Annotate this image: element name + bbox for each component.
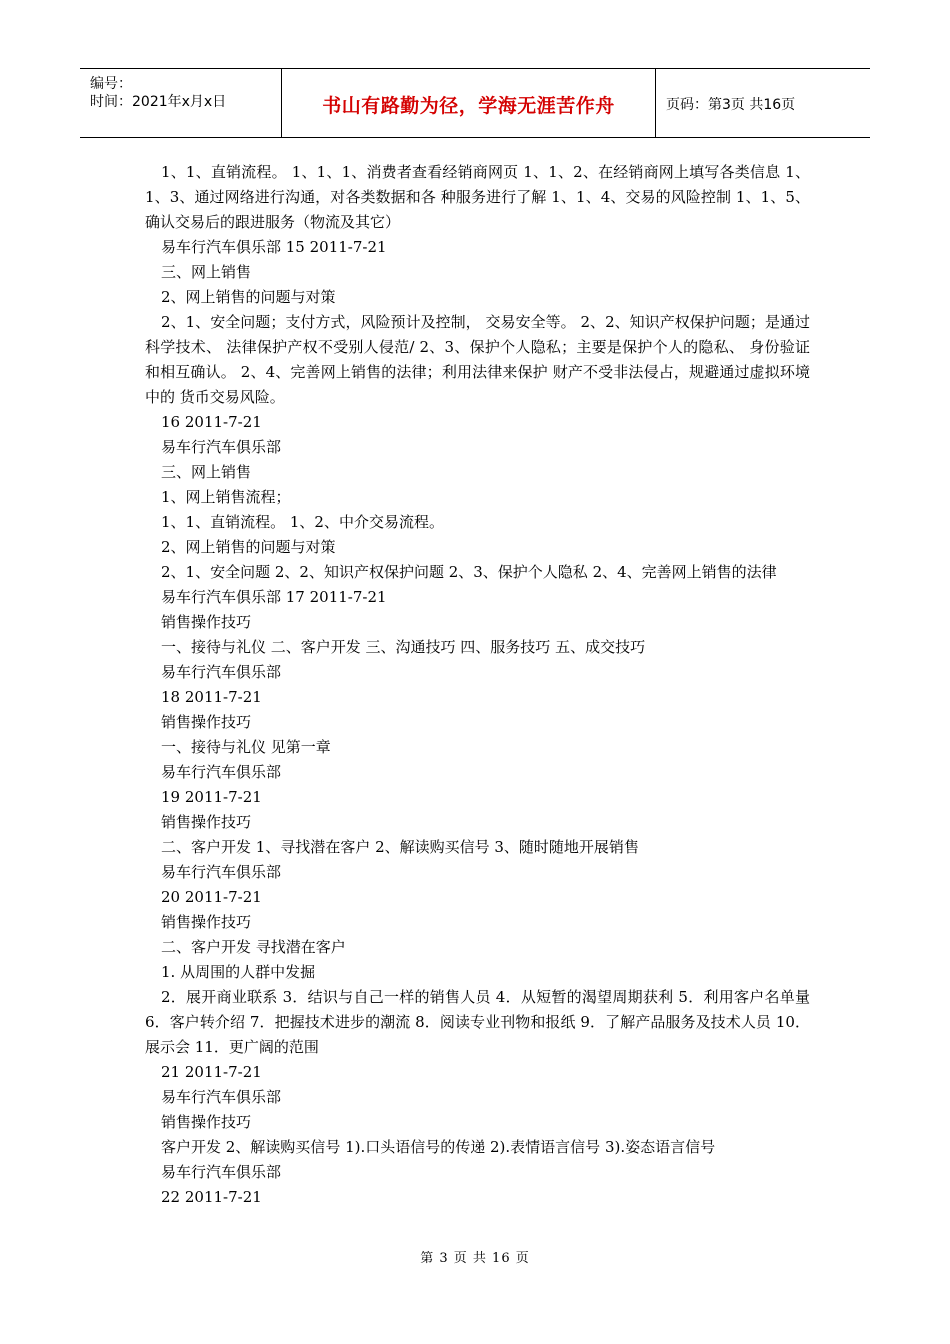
text-line: 易车行汽车俱乐部 17 2011-7-21 bbox=[161, 588, 387, 606]
paragraph-direct-sales-flow: 1、1、直销流程。 1、1、1、消费者查看经销商网页 1、1、2、在经销商网上填写各类信息 1、1、3、通过网络进行沟通，对各类数据和各 种服务进行了解 1、1、4、交易的风险控制 1、1、5、确认交易后的跟进服务（物流及其它） bbox=[145, 163, 810, 231]
text-line: 16 2011-7-21 bbox=[161, 413, 262, 431]
text-line: 一、接待与礼仪 二、客户开发 三、沟通技巧 四、服务技巧 五、成交技巧 bbox=[161, 638, 646, 656]
header-page-number: 页码：第3页 共16页 bbox=[666, 97, 796, 113]
section-heading: 销售操作技巧 bbox=[161, 613, 252, 631]
section-heading: 三、网上销售 bbox=[161, 463, 252, 481]
text-line: 易车行汽车俱乐部 bbox=[161, 438, 282, 456]
paragraph-issue-list: 2、1、安全问题 2、2、知识产权保护问题 2、3、保护个人隐私 2、4、完善网上销售的法律 bbox=[161, 563, 777, 581]
text-line: 易车行汽车俱乐部 bbox=[161, 763, 282, 781]
section-heading: 销售操作技巧 bbox=[161, 713, 252, 731]
section-heading: 销售操作技巧 bbox=[161, 813, 252, 831]
subsection-heading: 2、网上销售的问题与对策 bbox=[161, 538, 336, 556]
section-heading: 销售操作技巧 bbox=[161, 1113, 252, 1131]
text-line: 21 2011-7-21 bbox=[161, 1063, 262, 1081]
document-header bbox=[80, 68, 870, 138]
header-page-cell bbox=[656, 69, 870, 137]
text-line: 1. 从周围的人群中发掘 bbox=[161, 963, 316, 981]
text-line: 二、客户开发 1、寻找潜在客户 2、解读购买信号 3、随时随地开展销售 bbox=[161, 838, 639, 856]
header-motto: 书山有路勤为径，学海无涯苦作舟 bbox=[322, 95, 615, 117]
text-line: 易车行汽车俱乐部 bbox=[161, 863, 282, 881]
document-body bbox=[145, 160, 810, 1210]
paragraph-online-sales-issues: 2、1、安全问题；支付方式，风险预计及控制， 交易安全等。 2、2、知识产权保护问题；是通过科学技术、 法律保护产权不受别人侵范/ 2、3、保护个人隐私；主要是保护个人的隐私、 身份验证和相互确认。 2、4、完善网上销售的法律；利用法律来保护 财产不受非法侵占，规避通过虚拟环境中的 货币交易风险。 bbox=[145, 313, 810, 406]
text-line: 易车行汽车俱乐部 bbox=[161, 1163, 282, 1181]
page-footer: 第 3 页 共 16 页 bbox=[420, 1251, 530, 1266]
document-time-label: 时间：2021年x月x日 bbox=[90, 94, 227, 110]
section-heading: 三、网上销售 bbox=[161, 263, 252, 281]
text-line: 易车行汽车俱乐部 bbox=[161, 663, 282, 681]
header-motto-cell bbox=[282, 69, 656, 137]
paragraph-prospect-sources: 2．展开商业联系 3．结识与自己一样的销售人员 4．从短暂的渴望周期获利 5．利用客户名单量 6．客户转介绍 7．把握技术进步的潮流 8．阅读专业刊物和报纸 9．了解产品服务及技术人员 10．展示会 11．更广阔的范围 bbox=[145, 988, 810, 1056]
text-line: 1、1、直销流程。 1、2、中介交易流程。 bbox=[161, 513, 444, 531]
text-line: 易车行汽车俱乐部 bbox=[161, 1088, 282, 1106]
text-line: 19 2011-7-21 bbox=[161, 788, 262, 806]
text-line: 二、客户开发 寻找潜在客户 bbox=[161, 938, 346, 956]
subsection-heading: 1、网上销售流程； bbox=[161, 488, 291, 506]
text-line: 易车行汽车俱乐部 15 2011-7-21 bbox=[161, 238, 387, 256]
document-number-label: 编号： bbox=[90, 76, 132, 92]
section-heading: 销售操作技巧 bbox=[161, 913, 252, 931]
subsection-heading: 2、网上销售的问题与对策 bbox=[161, 288, 336, 306]
header-info-cell bbox=[80, 69, 282, 137]
text-line: 22 2011-7-21 bbox=[161, 1188, 262, 1206]
text-line: 18 2011-7-21 bbox=[161, 688, 262, 706]
text-line: 一、接待与礼仪 见第一章 bbox=[161, 738, 331, 756]
text-line: 客户开发 2、解读购买信号 1).口头语信号的传递 2).表情语言信号 3).姿态语言信号 bbox=[161, 1138, 716, 1156]
text-line: 20 2011-7-21 bbox=[161, 888, 262, 906]
